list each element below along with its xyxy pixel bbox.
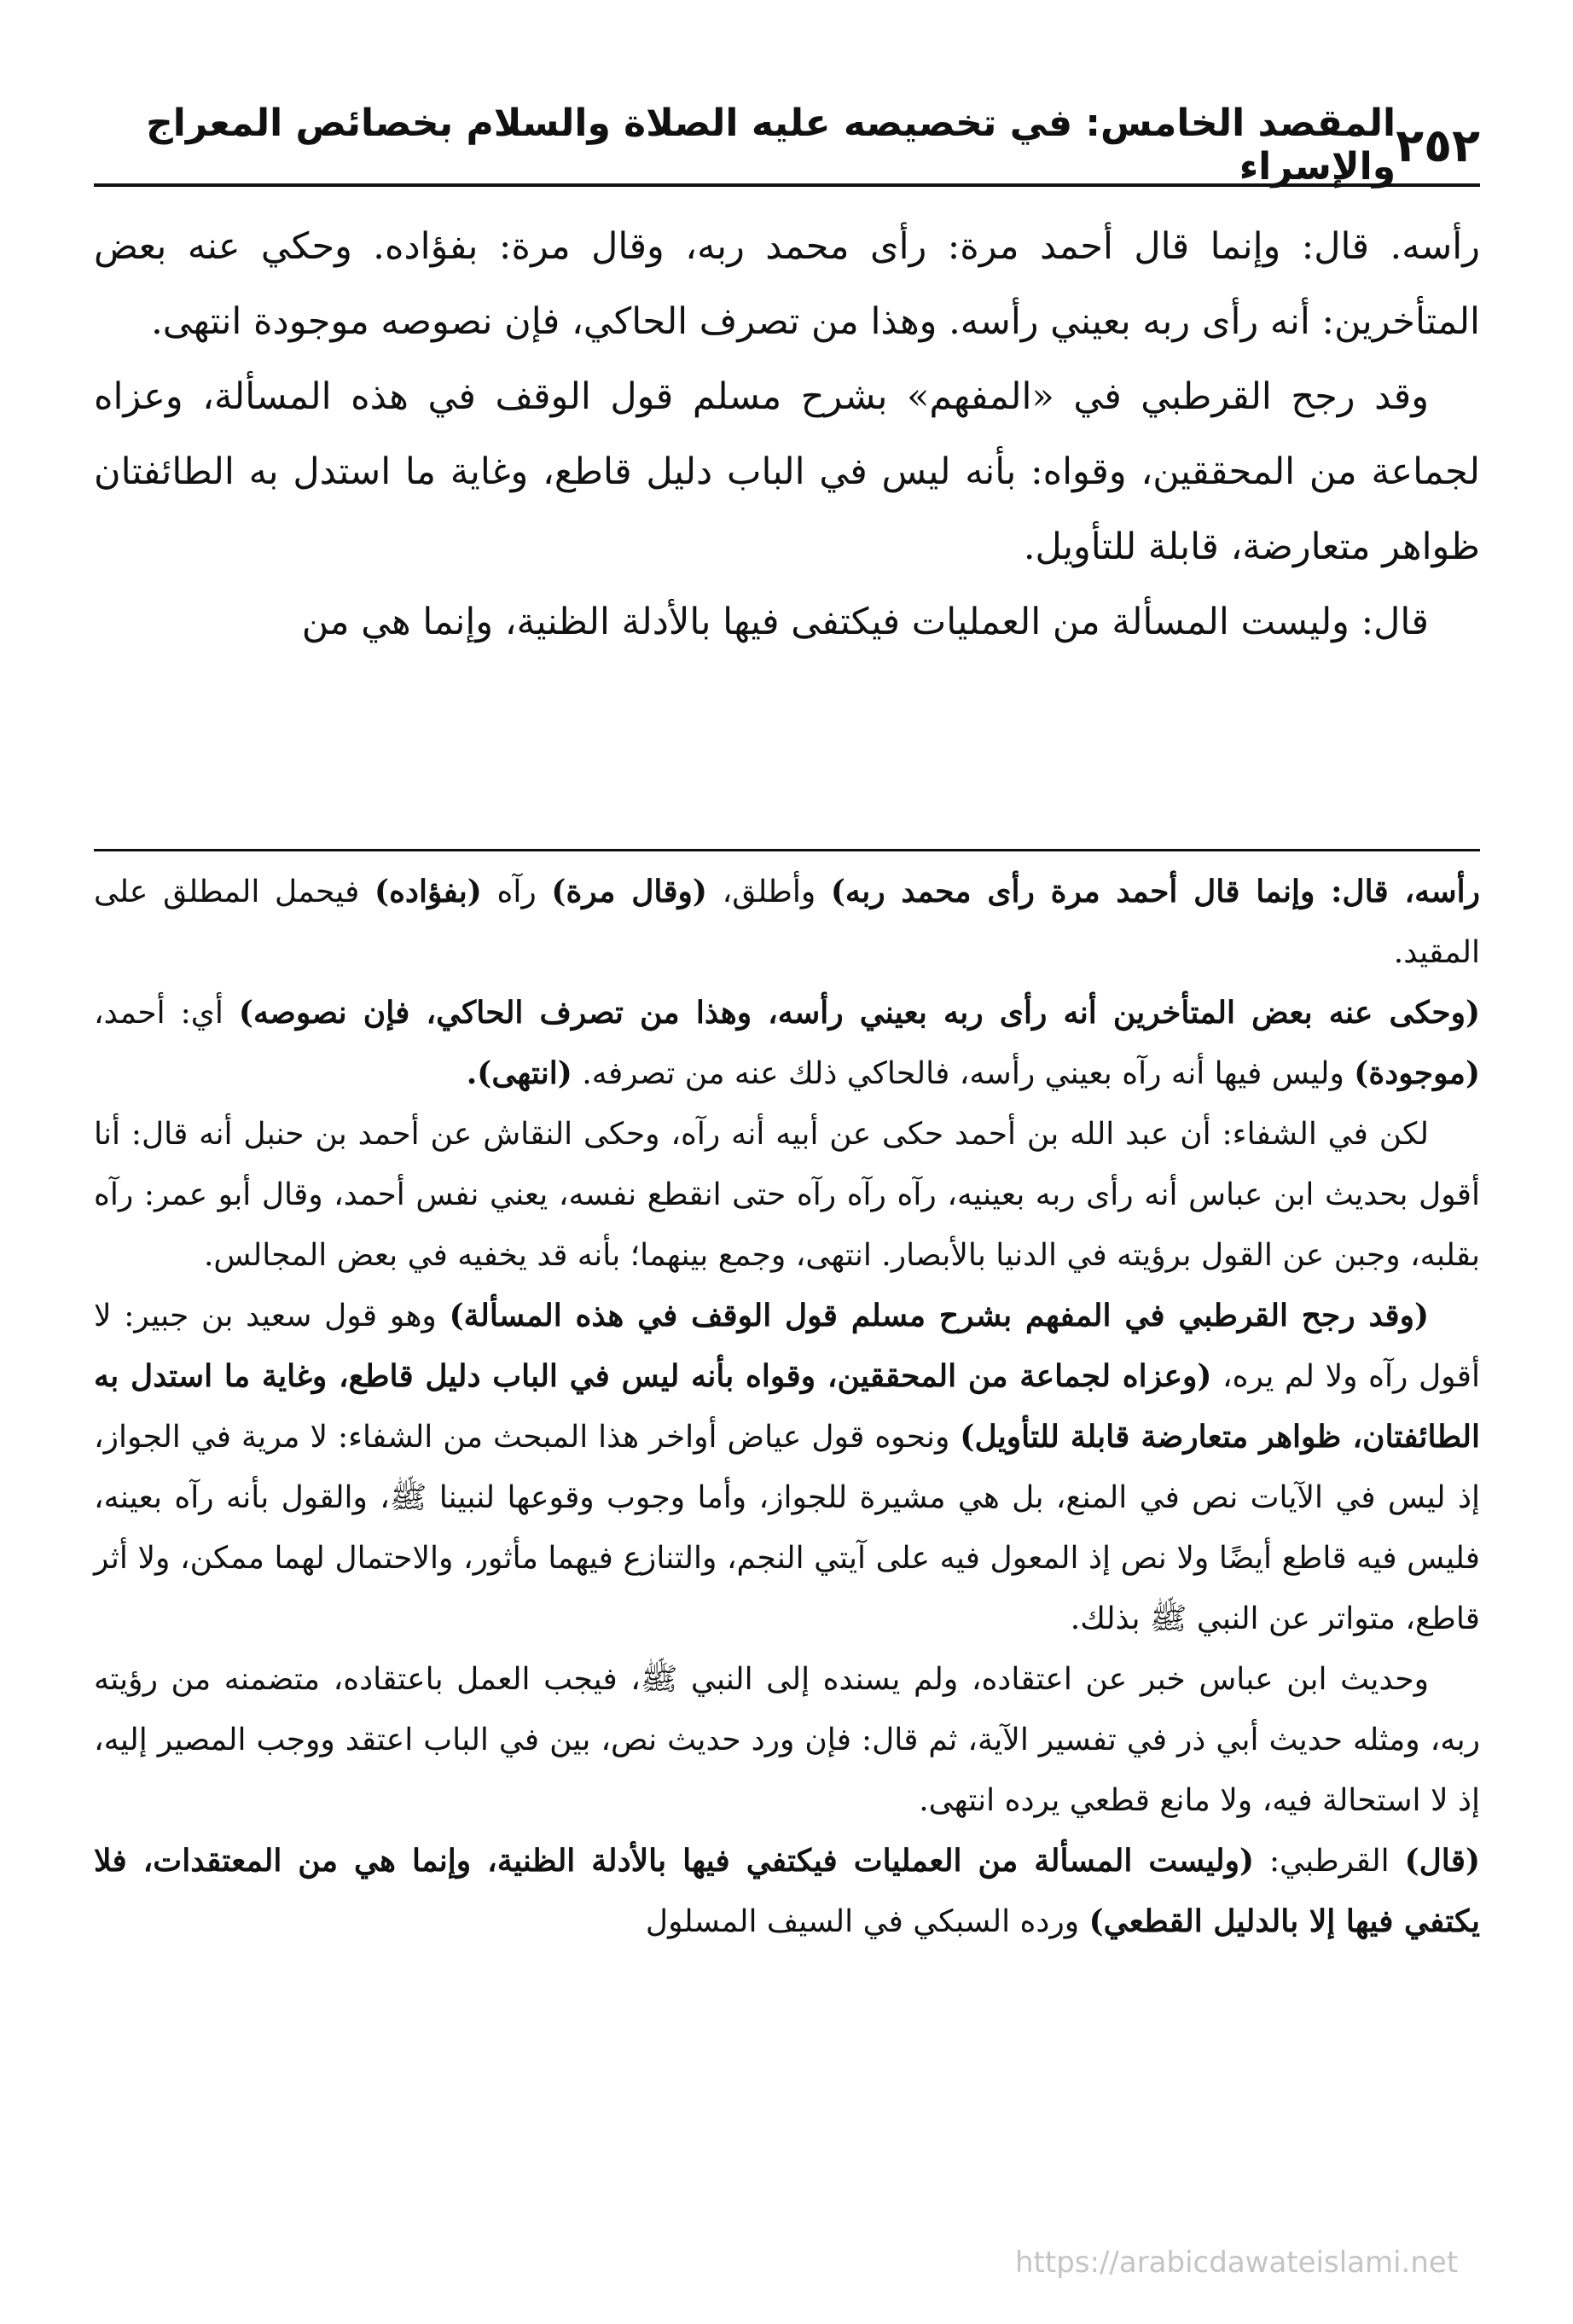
commentary-text-run: ونحوه قول عياض أواخر هذا المبحث من الشفاء: لا مرية في الجواز، إذ ليس في الآيات نص في المنع، بل هي مشيرة للجواز، وأما وجوب وقوعها لنبينا ﷺ، والقول بأنه رآه بعينه، فليس فيه قاطع أيضًا ولا نص إذ المعول فيه على آيتي النجم، والتنازع فيهما مأثور، والاحتمال لهما ممكن، ولا أثر قاطع، متواتر عن النبي ﷺ بذلك.	[94, 1420, 1480, 1636]
running-title: المقصد الخامس: في تخصيصه عليه الصلاة والسلام بخصائص المعراج والإسراء	[146, 102, 1396, 189]
quoted-text: (بفؤاده)	[374, 874, 482, 909]
commentary-paragraph	[94, 862, 1480, 983]
quoted-text: رأسه، قال: وإنما قال أحمد مرة رأى محمد ربه)	[830, 874, 1480, 909]
commentary-text-run: وليس فيها أنه رآه بعيني رأسه، فالحاكي ذلك عنه من تصرفه.	[572, 1056, 1355, 1091]
commentary-text-run: وهو قول سعيد بن جبير: لا أقول رآه ولا لم يره،	[94, 1299, 1480, 1394]
main-paragraph: رأسه. قال: وإنما قال أحمد مرة: رأى محمد ربه، وقال مرة: بفؤاده. وحكي عنه بعض المتأخرين: أنه رأى ربه بعيني رأسه. وهذا من تصرف الحاكي، فإن نصوصه موجودة انتهى.	[94, 225, 1480, 343]
commentary-paragraph	[94, 983, 1480, 1104]
commentary-paragraph: وحديث ابن عباس خبر عن اعتقاده، ولم يسنده إلى النبي ﷺ، فيجب العمل باعتقاده، متضمنه من رؤيته ربه، ومثله حديث أبي ذر في تفسير الآية، ثم قال: فإن ورد حديث نص، بين في الباب اعتقد ووجب المصير إليه، إذ لا استحالة فيه، ولا مانع قطعي يرده انتهى.	[94, 1662, 1480, 1818]
commentary-text-run: القرطبي:	[1254, 1844, 1405, 1879]
quoted-text: (انتهى).	[466, 1055, 572, 1091]
commentary-text-run: أي: أحمد،	[94, 996, 239, 1031]
commentary-paragraph	[94, 1286, 1480, 1649]
page-number: ٢٥٢	[1396, 118, 1480, 172]
quoted-text: (وحكى عنه بعض المتأخرين أنه رأى ربه بعيني رأسه، وهذا من تصرف الحاكي، فإن نصوصه)	[238, 995, 1481, 1031]
quoted-text: (وقد رجح القرطبي في المفهم بشرح مسلم قول الوقف في هذه المسألة)	[449, 1298, 1429, 1333]
source-watermark: https://arabicdawateislami.net	[1015, 2246, 1459, 2280]
commentary-text-run: رآه	[481, 874, 552, 909]
quoted-text: (وقال مرة)	[551, 874, 707, 909]
header-rule	[94, 183, 1480, 187]
main-text	[94, 209, 1480, 659]
book-page	[94, 81, 1480, 2265]
section-divider	[94, 849, 1480, 851]
main-paragraph: قال: وليست المسألة من العمليات فيكتفى فيها بالأدلة الظنية، وإنما هي من	[301, 601, 1429, 643]
quoted-text: (وليست المسألة من العمليات فيكتفي فيها بالأدلة الظنية، وإنما هي من المعتقدات، فلا يكتفي فيها إلا بالدليل القطعي)	[94, 1843, 1480, 1939]
quoted-text: (وعزاه لجماعة من المحققين، وقواه بأنه ليس في الباب دليل قاطع، وغاية ما استدل به الطائفتان، ظواهر متعارضة قابلة للتأويل)	[94, 1358, 1480, 1455]
commentary-text	[94, 862, 1480, 1952]
quoted-text: (موجودة)	[1354, 1055, 1480, 1091]
main-paragraph: وقد رجح القرطبي في «المفهم» بشرح مسلم قول الوقف في هذه المسألة، وعزاه لجماعة من المحققين، وقواه: بأنه ليس في الباب دليل قاطع، وغاية ما استدل به الطائفتان ظواهر متعارضة، قابلة للتأويل.	[94, 375, 1480, 568]
commentary-text-run: ورده السبكي في السيف المسلول	[645, 1904, 1089, 1939]
commentary-paragraph: لكن في الشفاء: أن عبد الله بن أحمد حكى عن أبيه أنه رآه، وحكى النقاش عن أحمد بن حنبل أنه قال: أنا أقول بحديث ابن عباس أنه رأى ربه بعينيه، رآه رآه رآه حتى انقطع نفسه، يعني نفس أحمد، وقال أبو عمر: رآه بقلبه، وجبن عن القول برؤيته في الدنيا بالأبصار. انتهى، وجمع بينهما؛ بأنه قد يخفيه في بعض المجالس.	[94, 1117, 1480, 1273]
commentary-text-run: فيحمل المطلق على المقيد.	[94, 874, 1480, 970]
running-header	[94, 102, 1480, 189]
commentary-text-run: وأطلق،	[706, 874, 831, 909]
quoted-text: (قال)	[1404, 1843, 1480, 1879]
commentary-paragraph	[94, 1831, 1480, 1952]
